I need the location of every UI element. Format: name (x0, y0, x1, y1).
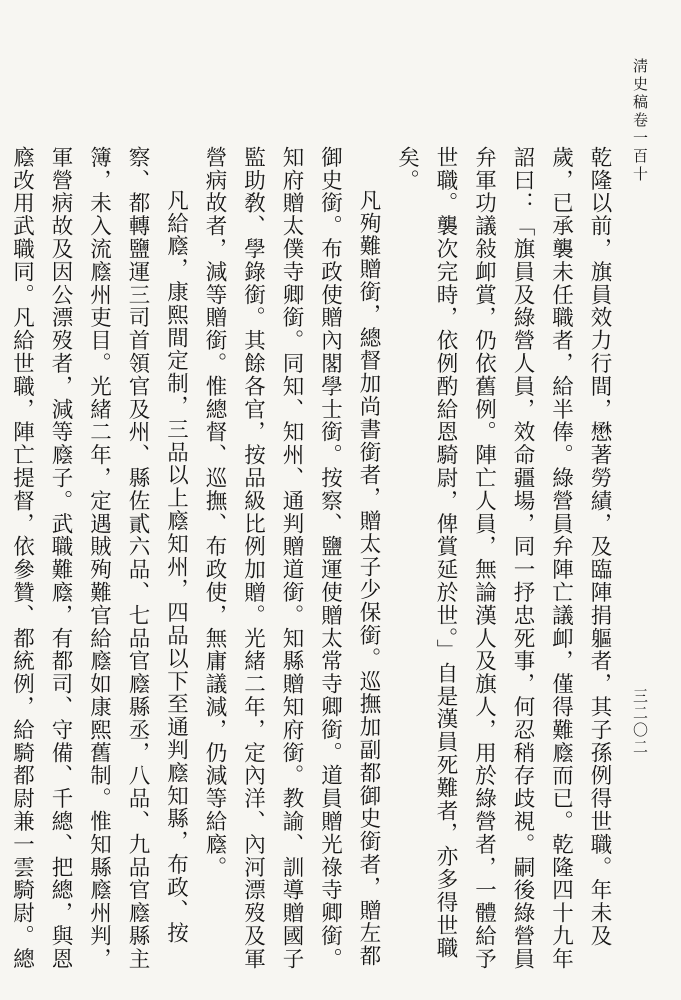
paragraph-3: 凡給廕，康熙間定制，三品以上廕知州，四品以下至通判廕知縣，布政、按察、都轉鹽運三司首領官及州、縣佐貳六品、七品官廕縣丞，八品、九品官廕縣主簿，未入流廕州吏目。光緒二年，定遇賊殉難官給廕如康熙舊制。惟知縣廕州判，軍營病故及因公漂歿者，減等廕子。武職難廕，有都司、守備、千總、把總，與恩廕改用武職同。凡給世職，陣亡提督，依參贊、都統例，給騎都尉兼一雲騎尉。總 (9, 146, 189, 971)
main-text (9, 146, 618, 976)
paragraph-1: 乾隆以前，旗員效力行間，懋著勞績，及臨陣捐軀者，其子孫例得世職。年未及歲，已承襲未任職者，給半俸。綠營員弁陣亡議卹，僅得難廕而已。乾隆四十九年詔曰：「旗員及綠營人員，效命疆場，同一抒忠死事，何忍稍存歧視。嗣後綠營員弁軍功議敍卹賞，仍依舊例。陣亡人員，無論漢人及旗人，用於綠營者，一體給予世職。襲次完時，依例酌給恩騎尉，俾賞延於世。」自是漢員死難者，亦多得世職矣。 (394, 146, 612, 971)
paragraph-2: 凡殉難贈銜，總督加尚書銜者，贈太子少保銜。巡撫加副都御史銜者，贈左都御史銜。布政使贈內閣學士銜。按察、鹽運使贈太常寺卿銜。道員贈光祿寺卿銜。知府贈太僕寺卿銜。同知、知州、通判贈道銜。知縣贈知府銜。教諭、訓導贈國子監助敎、學錄銜。其餘各官，按品級比例加贈。光緒二年，定內洋、內河漂歿及軍營病故者，減等贈銜。惟總督、巡撫、布政使，無庸議減，仍減等給廕。 (202, 146, 381, 971)
book-title: 淸史稿卷一百十 (631, 58, 649, 184)
page-number: 三二〇二 (631, 688, 649, 756)
